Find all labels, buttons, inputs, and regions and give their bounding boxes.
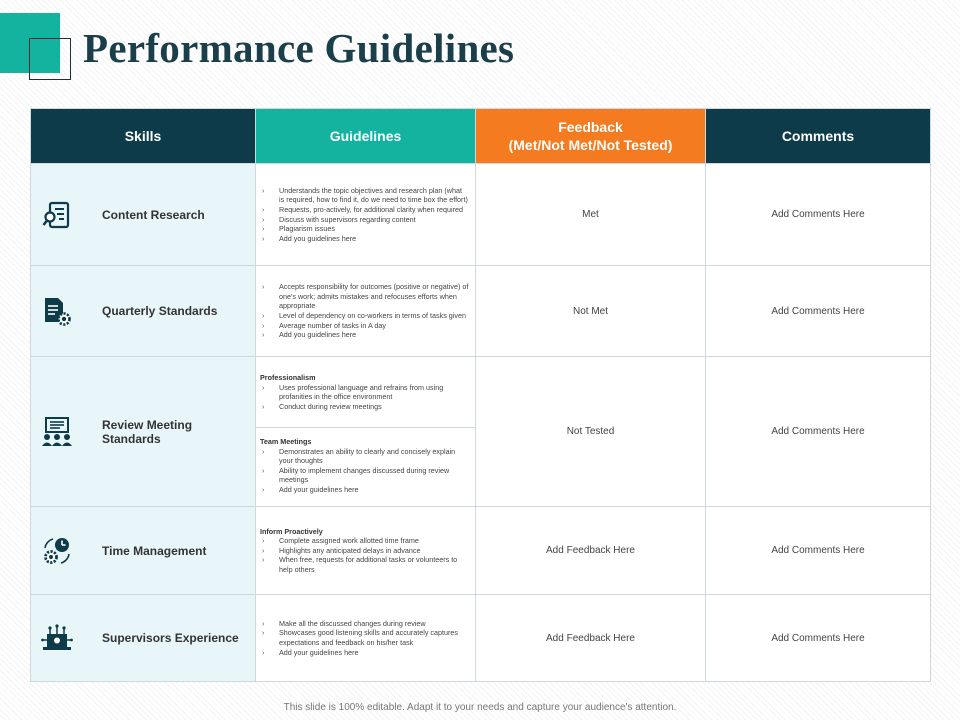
- header-feedback: [476, 109, 706, 164]
- feedback-cell: Met: [476, 164, 706, 266]
- guideline-item: › Add your guidelines here: [260, 648, 469, 658]
- guidelines-cell: [256, 357, 476, 507]
- table-header-row: [31, 109, 931, 164]
- guideline-item: › When free, requests for additional tasks or volunteers to help others: [260, 555, 469, 574]
- guideline-subheading: Professionalism: [260, 373, 316, 382]
- document-gear-icon: [41, 295, 73, 327]
- guideline-item: › Demonstrates an ability to clearly and concisely explain your thoughts: [260, 447, 469, 466]
- comment-cell: Add Comments Here: [706, 507, 931, 595]
- guidelines-cell: [256, 164, 476, 266]
- guideline-item: › Highlights any anticipated delays in advance: [260, 546, 469, 556]
- guideline-item: › Accepts responsibility for outcomes (positive or negative) of one's work; admits mistakes and refocuses efforts when appropriate: [260, 282, 469, 311]
- footer-note: This slide is 100% editable. Adapt it to your needs and capture your audience's attention.: [283, 702, 677, 713]
- table-row: [31, 595, 931, 682]
- table-row: [31, 507, 931, 595]
- skill-cell: [31, 357, 256, 507]
- comment-cell: Add Comments Here: [706, 357, 931, 507]
- skill-name-line2: Standards: [102, 431, 161, 446]
- guideline-item: › Plagiarism issues: [260, 224, 469, 234]
- feedback-cell: Add Feedback Here: [476, 595, 706, 682]
- guidelines-table: [30, 108, 931, 682]
- meeting-presentation-icon: [41, 416, 73, 448]
- guideline-list: [260, 383, 469, 412]
- guidelines-cell: [256, 595, 476, 682]
- guideline-item: › Add your guidelines here: [260, 485, 469, 495]
- guideline-item: › Discuss with supervisors regarding content: [260, 215, 469, 225]
- guideline-list: [260, 447, 469, 495]
- guideline-list: [260, 619, 469, 657]
- skill-name: Content Research: [102, 207, 205, 222]
- skill-cell: [31, 164, 256, 266]
- guideline-item: › Level of dependency on co-workers in terms of tasks given: [260, 311, 469, 321]
- comment-cell: Add Comments Here: [706, 164, 931, 266]
- comment-cell: Add Comments Here: [706, 266, 931, 357]
- guideline-item: › Add you guidelines here: [260, 234, 469, 244]
- comment-cell: Add Comments Here: [706, 595, 931, 682]
- skill-cell: [31, 595, 256, 682]
- laptop-network-icon: [41, 622, 73, 654]
- feedback-cell: Not Met: [476, 266, 706, 357]
- page-title: Performance Guidelines: [83, 25, 515, 71]
- guideline-item: › Uses professional language and refrains from using profanities in the office environment: [260, 383, 469, 402]
- skill-name: Time Management: [102, 543, 207, 558]
- skill-name: Quarterly Standards: [102, 304, 218, 318]
- guideline-list: [260, 186, 469, 244]
- skill-name: [102, 418, 192, 446]
- guideline-item: › Add you guidelines here: [260, 330, 469, 340]
- guideline-item: › Conduct during review meetings: [260, 402, 469, 412]
- guideline-item: › Make all the discussed changes during review: [260, 619, 469, 629]
- header-comments: Comments: [706, 109, 931, 164]
- guideline-subheading: Team Meetings: [260, 437, 312, 446]
- guidelines-cell: [256, 266, 476, 357]
- guideline-list: [260, 536, 469, 574]
- guidelines-cell: [256, 507, 476, 595]
- header-feedback-line2: (Met/Not Met/Not Tested): [508, 137, 673, 153]
- skill-name-line1: Review Meeting: [102, 417, 193, 432]
- feedback-cell: Add Feedback Here: [476, 507, 706, 595]
- guideline-item: › Requests, pro-actively, for additional clarity when required: [260, 205, 469, 215]
- clock-gear-icon: [41, 535, 73, 567]
- table-row: [31, 357, 931, 507]
- skill-name: Supervisors Experience: [102, 631, 239, 645]
- header-guidelines: Guidelines: [256, 109, 476, 164]
- research-document-icon: [41, 199, 73, 231]
- table-row: [31, 266, 931, 357]
- guideline-subheading: Inform Proactively: [260, 526, 323, 536]
- decorative-outline-square: [29, 38, 71, 80]
- guideline-list: [260, 282, 469, 340]
- header-feedback-line1: Feedback: [558, 119, 623, 135]
- guideline-item: › Ability to implement changes discussed during review meetings: [260, 466, 469, 485]
- skill-cell: [31, 266, 256, 357]
- header-skills: Skills: [31, 109, 256, 164]
- table-row: [31, 164, 931, 266]
- guideline-item: › Showcases good listening skills and accurately captures expectations and feedback on his/her task: [260, 628, 469, 647]
- guideline-item: › Understands the topic objectives and research plan (what is required, how to find it, do we need to time box the effort): [260, 186, 469, 205]
- guideline-item: › Complete assigned work allotted time frame: [260, 536, 469, 546]
- feedback-cell: Not Tested: [476, 357, 706, 507]
- skill-cell: [31, 507, 256, 595]
- guideline-item: › Average number of tasks in A day: [260, 321, 469, 331]
